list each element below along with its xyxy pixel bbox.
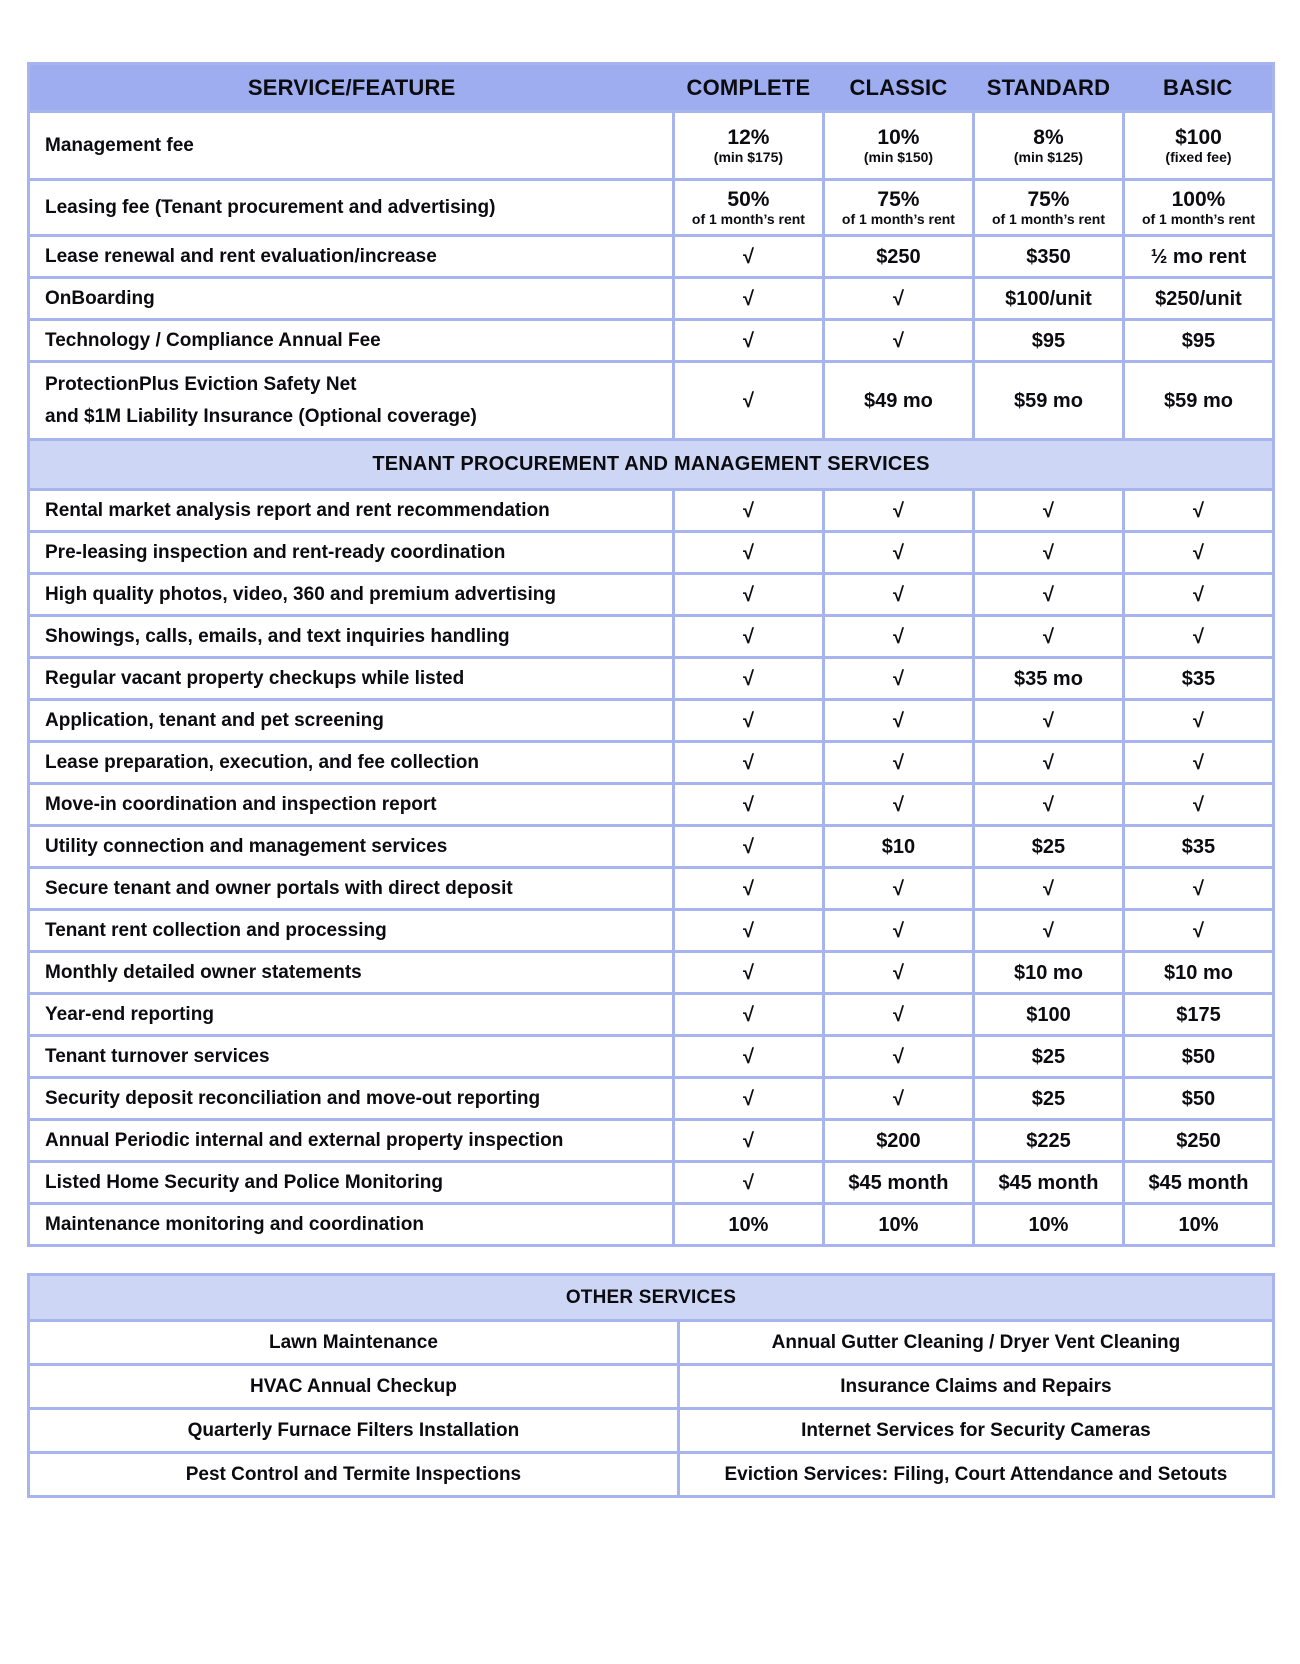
value-cell: $200 xyxy=(823,1120,973,1162)
value-cell: √ xyxy=(973,574,1123,616)
value-cell: √ xyxy=(973,742,1123,784)
value-cell: $50 xyxy=(1123,1078,1273,1120)
value-cell: √ xyxy=(1123,868,1273,910)
value-cell: $250 xyxy=(823,236,973,278)
feature-line2: and $1M Liability Insurance (Optional coverage) xyxy=(45,405,477,427)
value-cell: √ xyxy=(673,278,823,320)
value-cell: √ xyxy=(1123,700,1273,742)
value-cell: √ xyxy=(673,1162,823,1204)
value-cell: √ xyxy=(823,616,973,658)
value-cell: √ xyxy=(673,994,823,1036)
value-cell xyxy=(823,112,973,180)
fee-row xyxy=(29,362,1274,440)
value-cell: √ xyxy=(673,658,823,700)
value-cell: √ xyxy=(673,784,823,826)
feature-cell: Maintenance monitoring and coordination xyxy=(29,1204,674,1246)
other-table xyxy=(27,1273,1275,1498)
value-cell: √ xyxy=(823,868,973,910)
feature-cell: Listed Home Security and Police Monitoring xyxy=(29,1162,674,1204)
feature-cell: Regular vacant property checkups while listed xyxy=(29,658,674,700)
value-sub: of 1 month’s rent xyxy=(1141,211,1255,228)
value-main: 75% xyxy=(877,187,920,211)
value-cell: $95 xyxy=(1123,320,1273,362)
value-cell: √ xyxy=(1123,532,1273,574)
value-cell: √ xyxy=(823,1078,973,1120)
other-row xyxy=(29,1365,1274,1409)
value-cell xyxy=(1123,180,1273,236)
feature-cell: Monthly detailed owner statements xyxy=(29,952,674,994)
fee-row xyxy=(29,236,1274,278)
value-sub: of 1 month’s rent xyxy=(991,211,1105,228)
value-cell: 10% xyxy=(973,1204,1123,1246)
section-header-row xyxy=(29,440,1274,490)
value-cell: $59 mo xyxy=(973,362,1123,440)
feature-cell: Move-in coordination and inspection report xyxy=(29,784,674,826)
value-cell: $250 xyxy=(1123,1120,1273,1162)
service-row xyxy=(29,910,1274,952)
other-cell-right: Annual Gutter Cleaning / Dryer Vent Cleaning xyxy=(678,1321,1273,1365)
value-cell: $45 month xyxy=(823,1162,973,1204)
value-cell: $35 xyxy=(1123,658,1273,700)
value-main: $100 xyxy=(1175,125,1222,149)
service-row xyxy=(29,952,1274,994)
value-cell: √ xyxy=(973,700,1123,742)
value-sub: (min $150) xyxy=(863,149,934,166)
service-row xyxy=(29,700,1274,742)
feature-cell: Annual Periodic internal and external property inspection xyxy=(29,1120,674,1162)
service-row xyxy=(29,532,1274,574)
value-cell: √ xyxy=(673,490,823,532)
value-cell xyxy=(673,112,823,180)
service-row xyxy=(29,574,1274,616)
fee-row xyxy=(29,112,1274,180)
value-cell: √ xyxy=(673,362,823,440)
other-row xyxy=(29,1409,1274,1453)
feature-cell: Application, tenant and pet screening xyxy=(29,700,674,742)
value-cell: √ xyxy=(823,278,973,320)
value-cell: √ xyxy=(973,532,1123,574)
feature-cell: Leasing fee (Tenant procurement and advertising) xyxy=(29,180,674,236)
feature-cell: Management fee xyxy=(29,112,674,180)
other-cell-right: Internet Services for Security Cameras xyxy=(678,1409,1273,1453)
value-cell: $10 mo xyxy=(1123,952,1273,994)
value-cell: $10 xyxy=(823,826,973,868)
value-cell: √ xyxy=(1123,784,1273,826)
feature-cell: Tenant rent collection and processing xyxy=(29,910,674,952)
other-row xyxy=(29,1453,1274,1497)
feature-cell: Tenant turnover services xyxy=(29,1036,674,1078)
section-header: TENANT PROCUREMENT AND MANAGEMENT SERVICES xyxy=(29,440,1274,490)
value-cell: $45 month xyxy=(1123,1162,1273,1204)
value-cell xyxy=(1123,112,1273,180)
column-header-basic: BASIC xyxy=(1123,64,1273,112)
value-cell: √ xyxy=(673,826,823,868)
value-cell: $95 xyxy=(973,320,1123,362)
value-cell: √ xyxy=(1123,616,1273,658)
value-cell: $175 xyxy=(1123,994,1273,1036)
value-cell xyxy=(823,180,973,236)
feature-cell: Lease renewal and rent evaluation/increase xyxy=(29,236,674,278)
value-cell: √ xyxy=(823,1036,973,1078)
value-cell: $225 xyxy=(973,1120,1123,1162)
value-cell: √ xyxy=(673,616,823,658)
value-cell: $25 xyxy=(973,1078,1123,1120)
value-cell: √ xyxy=(673,532,823,574)
value-cell: √ xyxy=(823,910,973,952)
fee-row xyxy=(29,278,1274,320)
feature-cell: Lease preparation, execution, and fee collection xyxy=(29,742,674,784)
column-header-classic: CLASSIC xyxy=(823,64,973,112)
value-cell: $350 xyxy=(973,236,1123,278)
service-row xyxy=(29,616,1274,658)
value-cell: √ xyxy=(823,784,973,826)
value-cell: √ xyxy=(673,574,823,616)
value-cell: $250/unit xyxy=(1123,278,1273,320)
value-cell: √ xyxy=(973,616,1123,658)
value-main: 75% xyxy=(1027,187,1070,211)
feature-cell: Pre-leasing inspection and rent-ready coordination xyxy=(29,532,674,574)
service-row xyxy=(29,1036,1274,1078)
value-cell xyxy=(973,180,1123,236)
service-row xyxy=(29,658,1274,700)
feature-cell: Secure tenant and owner portals with direct deposit xyxy=(29,868,674,910)
value-cell: √ xyxy=(673,700,823,742)
main-table-head xyxy=(29,64,1274,112)
service-row xyxy=(29,742,1274,784)
value-cell: $49 mo xyxy=(823,362,973,440)
main-table xyxy=(27,62,1275,1247)
value-cell xyxy=(973,112,1123,180)
value-cell: ½ mo rent xyxy=(1123,236,1273,278)
value-cell: √ xyxy=(823,994,973,1036)
service-row xyxy=(29,1162,1274,1204)
service-row xyxy=(29,1204,1274,1246)
value-main: 100% xyxy=(1171,187,1226,211)
value-cell: √ xyxy=(1123,490,1273,532)
value-cell: √ xyxy=(673,320,823,362)
other-cell-left: Lawn Maintenance xyxy=(29,1321,679,1365)
value-cell: $45 month xyxy=(973,1162,1123,1204)
other-row xyxy=(29,1321,1274,1365)
other-table-body xyxy=(29,1275,1274,1497)
value-cell: $100/unit xyxy=(973,278,1123,320)
feature-cell xyxy=(29,362,674,440)
value-cell: √ xyxy=(823,574,973,616)
value-cell: $25 xyxy=(973,1036,1123,1078)
value-cell: √ xyxy=(673,868,823,910)
value-cell: √ xyxy=(673,1036,823,1078)
value-cell: √ xyxy=(673,1120,823,1162)
service-row xyxy=(29,784,1274,826)
service-row xyxy=(29,826,1274,868)
main-table-body xyxy=(29,112,1274,1246)
value-main: 12% xyxy=(727,125,770,149)
value-sub: (min $125) xyxy=(1013,149,1084,166)
column-header-complete: COMPLETE xyxy=(673,64,823,112)
column-header-service-feature: SERVICE/FEATURE xyxy=(29,64,674,112)
value-cell: √ xyxy=(973,784,1123,826)
value-cell: √ xyxy=(823,952,973,994)
value-cell: √ xyxy=(1123,574,1273,616)
fee-row xyxy=(29,180,1274,236)
feature-cell: OnBoarding xyxy=(29,278,674,320)
value-cell: √ xyxy=(823,658,973,700)
service-row xyxy=(29,1120,1274,1162)
other-table-header: OTHER SERVICES xyxy=(29,1275,1274,1321)
service-row xyxy=(29,490,1274,532)
value-main: 8% xyxy=(1033,125,1064,149)
value-cell: $100 xyxy=(973,994,1123,1036)
value-cell: 10% xyxy=(823,1204,973,1246)
value-cell: √ xyxy=(1123,910,1273,952)
feature-cell: Security deposit reconciliation and move-out reporting xyxy=(29,1078,674,1120)
other-cell-left: HVAC Annual Checkup xyxy=(29,1365,679,1409)
value-cell: √ xyxy=(823,490,973,532)
other-cell-left: Quarterly Furnace Filters Installation xyxy=(29,1409,679,1453)
value-sub: (fixed fee) xyxy=(1165,149,1232,166)
other-cell-right: Insurance Claims and Repairs xyxy=(678,1365,1273,1409)
main-header-row xyxy=(29,64,1274,112)
other-cell-left: Pest Control and Termite Inspections xyxy=(29,1453,679,1497)
value-main: 50% xyxy=(727,187,770,211)
value-cell: $50 xyxy=(1123,1036,1273,1078)
value-cell: √ xyxy=(673,1078,823,1120)
other-header-row xyxy=(29,1275,1274,1321)
value-cell: $59 mo xyxy=(1123,362,1273,440)
value-cell: √ xyxy=(823,700,973,742)
service-row xyxy=(29,1078,1274,1120)
value-cell: $10 mo xyxy=(973,952,1123,994)
value-cell: √ xyxy=(823,742,973,784)
feature-cell: Utility connection and management services xyxy=(29,826,674,868)
feature-cell: Year-end reporting xyxy=(29,994,674,1036)
other-cell-right: Eviction Services: Filing, Court Attendance and Setouts xyxy=(678,1453,1273,1497)
value-sub: of 1 month’s rent xyxy=(841,211,955,228)
feature-line1: ProtectionPlus Eviction Safety Net xyxy=(45,374,357,396)
value-cell: √ xyxy=(973,868,1123,910)
value-sub: of 1 month’s rent xyxy=(691,211,805,228)
feature-cell: Showings, calls, emails, and text inquiries handling xyxy=(29,616,674,658)
value-cell: $35 xyxy=(1123,826,1273,868)
value-main: 10% xyxy=(877,125,920,149)
value-cell: √ xyxy=(1123,742,1273,784)
value-cell xyxy=(673,180,823,236)
value-cell: √ xyxy=(823,320,973,362)
value-cell: √ xyxy=(673,742,823,784)
value-cell: √ xyxy=(973,910,1123,952)
value-cell: 10% xyxy=(1123,1204,1273,1246)
value-cell: √ xyxy=(673,952,823,994)
value-cell: $35 mo xyxy=(973,658,1123,700)
value-cell: $25 xyxy=(973,826,1123,868)
feature-cell: Rental market analysis report and rent recommendation xyxy=(29,490,674,532)
service-row xyxy=(29,868,1274,910)
value-sub: (min $175) xyxy=(713,149,784,166)
fee-row xyxy=(29,320,1274,362)
service-row xyxy=(29,994,1274,1036)
feature-cell: High quality photos, video, 360 and premium advertising xyxy=(29,574,674,616)
value-cell: 10% xyxy=(673,1204,823,1246)
value-cell: √ xyxy=(673,910,823,952)
value-cell: √ xyxy=(973,490,1123,532)
feature-cell: Technology / Compliance Annual Fee xyxy=(29,320,674,362)
value-cell: √ xyxy=(823,532,973,574)
value-cell: √ xyxy=(673,236,823,278)
column-header-standard: STANDARD xyxy=(973,64,1123,112)
